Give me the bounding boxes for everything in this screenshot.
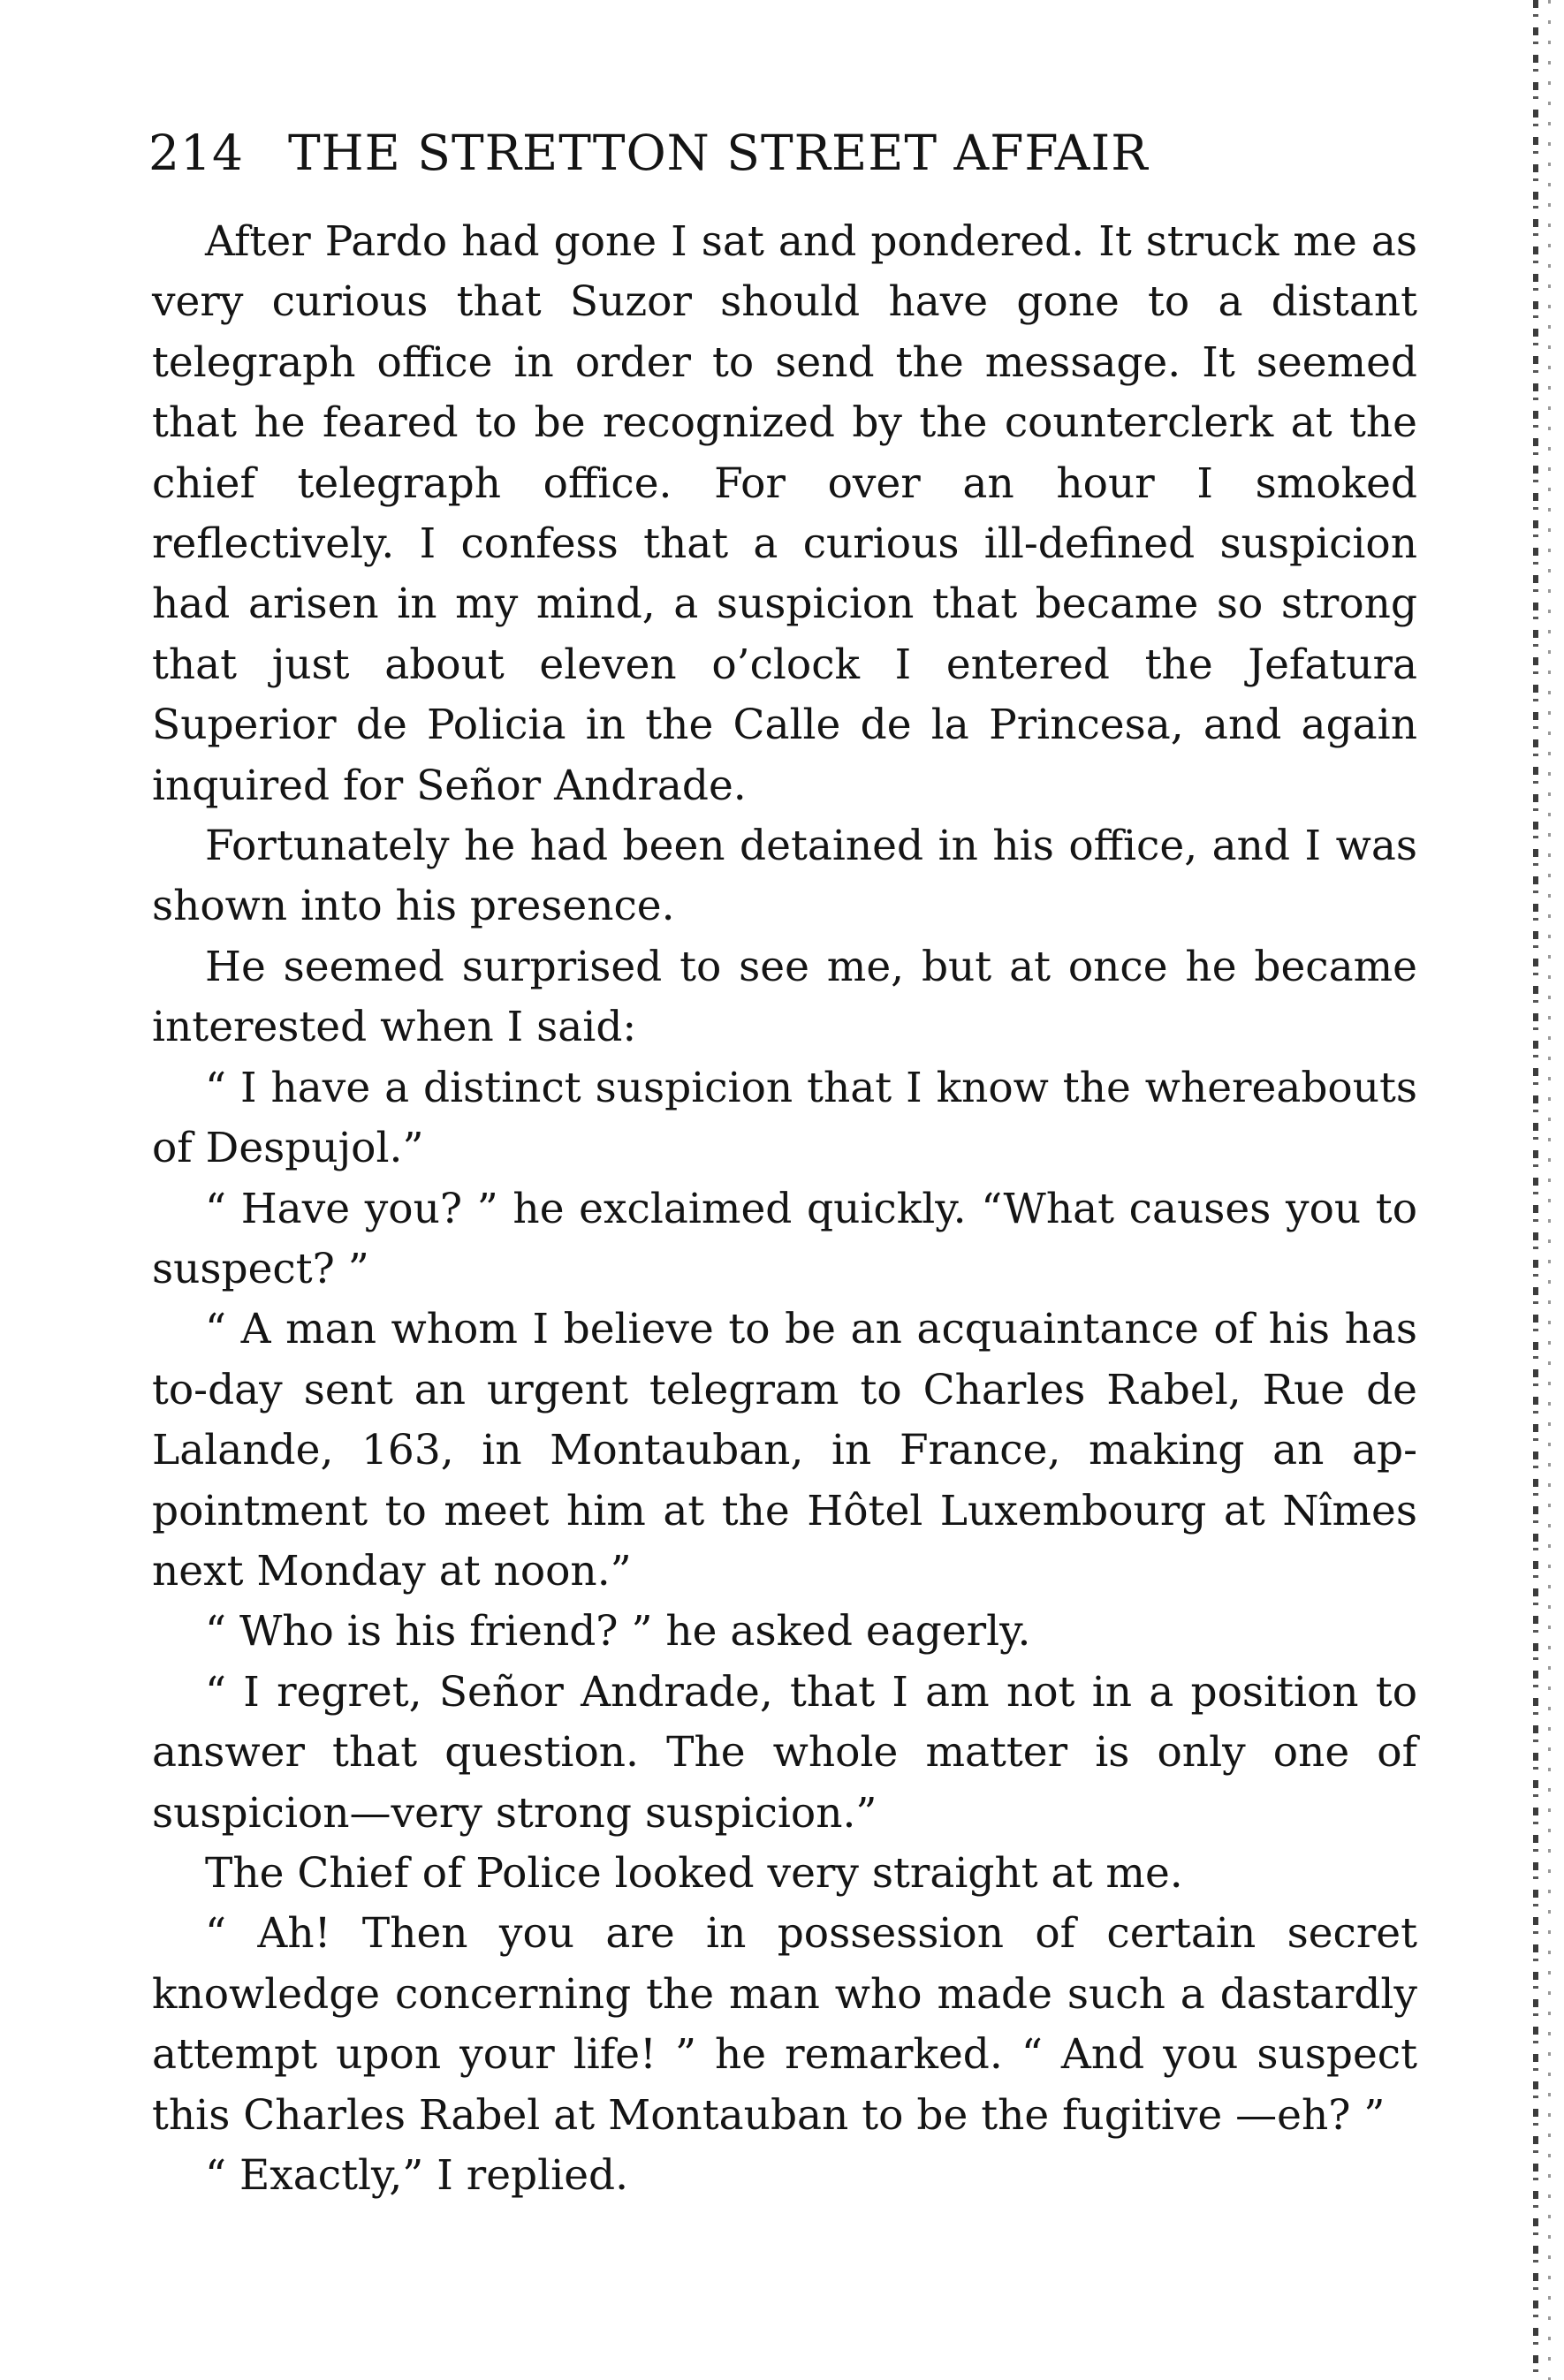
page-edge-shadow — [1533, 0, 1538, 2380]
paragraph: “ A man whom I believe to be an acquaintance of his has to-day sent an urgent telegram to Charles Rabel, Rue de Lalande, 163, in Montauban, in France, making an appointment to meet him at the Hôtel Luxembourg at Nîmes next Monday at noon.” — [152, 1305, 1417, 1596]
paragraph: The Chief of Police looked very straight at me. — [205, 1848, 1183, 1898]
running-head-title: THE STRETTON STREET AFFAIR — [287, 125, 1149, 181]
paragraph: “ I have a distinct suspicion that I know the whereabouts of Despujol.” — [152, 1063, 1417, 1173]
body-text — [152, 212, 1417, 2206]
paragraph: “ Who is his friend? ” he asked eagerly. — [205, 1607, 1031, 1656]
page-number: 214 — [148, 125, 244, 181]
page-edge-shadow-outer — [1548, 0, 1551, 2380]
paragraph: “ I regret, Señor Andrade, that I am not in a position to answer that question. The whole matter is only one of suspicion—very strong suspicion.” — [152, 1667, 1417, 1838]
paragraph: After Pardo had gone I sat and pondered. It struck me as very curious that Suzor should have gone to a distant telegraph office in order to send the message. It seemed that he feared to be recognized by the counterclerk at the chief telegraph office. For over an hour I smoked reflectively. I confess that a curious ill-defined suspicion had arisen in my mind, a suspicion that became so strong that just about eleven o’clock I entered the Jefatura Superior de Policia in the Calle de la Princesa, and again inquired for Señor Andrade. — [152, 217, 1417, 810]
paragraph: “ Ah! Then you are in possession of certain secret knowledge concerning the man who made such a dastardly attempt upon your life! ” he remarked. “ And you suspect this Charles Rabel at Montauban to be the fugitive —eh? ” — [152, 1909, 1417, 2140]
paragraph: “ Exactly,” I replied. — [205, 2151, 629, 2200]
paragraph: “ Have you? ” he exclaimed quickly. “What causes you to suspect? ” — [152, 1184, 1417, 1293]
paragraph: Fortunately he had been detained in his office, and I was shown into his presence. — [152, 822, 1417, 931]
running-head — [148, 122, 1439, 184]
paragraph: He seemed surprised to see me, but at once he became interested when I said: — [152, 942, 1417, 1052]
